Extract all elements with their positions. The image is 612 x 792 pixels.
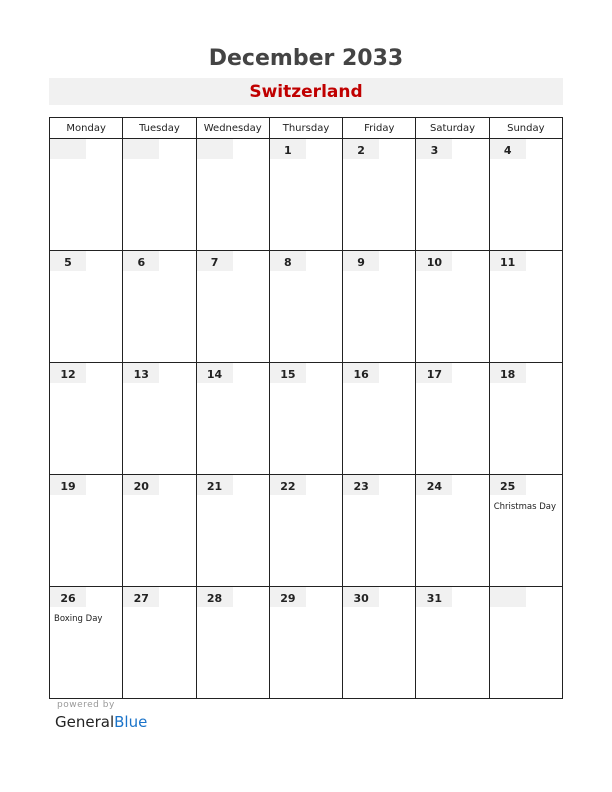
day-cell bbox=[489, 363, 562, 475]
week-row bbox=[50, 587, 563, 699]
day-cell bbox=[123, 587, 196, 699]
day-cell bbox=[50, 139, 123, 251]
day-cell bbox=[489, 251, 562, 363]
weekday-header: Monday bbox=[50, 118, 123, 139]
day-cell bbox=[269, 475, 342, 587]
brand-logo[interactable] bbox=[55, 713, 147, 731]
weekday-header: Friday bbox=[343, 118, 416, 139]
weekday-header: Saturday bbox=[416, 118, 489, 139]
day-cell bbox=[416, 363, 489, 475]
powered-by-text: powered by bbox=[57, 700, 115, 710]
day-number: 25 bbox=[500, 480, 516, 493]
holiday-label: Boxing Day bbox=[54, 614, 103, 624]
day-number: 14 bbox=[206, 368, 223, 381]
brand-general: General bbox=[55, 713, 115, 731]
day-cell bbox=[269, 587, 342, 699]
day-cell bbox=[50, 363, 123, 475]
day-cell bbox=[489, 587, 562, 699]
day-cell bbox=[196, 475, 269, 587]
week-row bbox=[50, 475, 563, 587]
day-number: 10 bbox=[426, 256, 443, 269]
day-cell bbox=[416, 139, 489, 251]
day-cell bbox=[196, 251, 269, 363]
day-number: 11 bbox=[500, 256, 516, 269]
day-number: 8 bbox=[284, 256, 292, 269]
day-number: 13 bbox=[133, 368, 149, 381]
day-cell bbox=[196, 139, 269, 251]
day-number: 22 bbox=[280, 480, 296, 493]
page-title: December 2033 bbox=[208, 46, 404, 71]
brand-blue: Blue bbox=[114, 713, 148, 731]
calendar-grid bbox=[49, 117, 563, 699]
day-number: 24 bbox=[426, 480, 443, 493]
country-banner bbox=[49, 78, 563, 105]
day-number: 19 bbox=[60, 480, 76, 493]
day-cell bbox=[416, 587, 489, 699]
day-number: 1 bbox=[284, 144, 292, 157]
day-number: 28 bbox=[206, 592, 223, 605]
weekday-header: Wednesday bbox=[196, 118, 269, 139]
day-number: 9 bbox=[357, 256, 365, 269]
week-row bbox=[50, 251, 563, 363]
week-row bbox=[50, 139, 563, 251]
day-number: 15 bbox=[280, 368, 296, 381]
day-cell bbox=[416, 251, 489, 363]
day-cell bbox=[269, 251, 342, 363]
day-number: 31 bbox=[426, 592, 443, 605]
day-number-box bbox=[490, 587, 526, 607]
day-number: 4 bbox=[503, 144, 512, 157]
day-cell bbox=[196, 363, 269, 475]
day-cell bbox=[196, 587, 269, 699]
day-cell bbox=[343, 139, 416, 251]
day-number: 29 bbox=[280, 592, 296, 605]
day-cell bbox=[343, 475, 416, 587]
day-number: 3 bbox=[430, 144, 439, 157]
day-number-box bbox=[197, 139, 233, 159]
day-cell bbox=[269, 139, 342, 251]
day-number: 6 bbox=[137, 256, 146, 269]
day-cell bbox=[50, 587, 123, 699]
week-row bbox=[50, 363, 563, 475]
day-number-box bbox=[50, 139, 86, 159]
day-number: 21 bbox=[206, 480, 223, 493]
day-cell bbox=[50, 251, 123, 363]
day-number: 20 bbox=[133, 480, 149, 493]
day-cell bbox=[123, 363, 196, 475]
day-cell bbox=[50, 475, 123, 587]
day-cell bbox=[489, 475, 562, 587]
day-number: 26 bbox=[60, 592, 76, 605]
day-number: 16 bbox=[353, 368, 369, 381]
day-cell bbox=[343, 251, 416, 363]
day-number-box bbox=[123, 139, 159, 159]
weekday-header: Sunday bbox=[489, 118, 562, 139]
day-number: 5 bbox=[64, 256, 72, 269]
day-cell bbox=[416, 475, 489, 587]
day-cell bbox=[123, 139, 196, 251]
weekday-header-row bbox=[50, 118, 563, 139]
day-cell bbox=[123, 475, 196, 587]
day-cell bbox=[489, 139, 562, 251]
holiday-label: Christmas Day bbox=[493, 502, 557, 512]
day-number: 30 bbox=[353, 592, 369, 605]
day-number: 17 bbox=[426, 368, 443, 381]
day-number: 23 bbox=[353, 480, 369, 493]
day-cell bbox=[123, 251, 196, 363]
weekday-header: Tuesday bbox=[123, 118, 196, 139]
country-name: Switzerland bbox=[249, 82, 363, 102]
day-cell bbox=[269, 363, 342, 475]
day-cell bbox=[343, 363, 416, 475]
day-cell bbox=[343, 587, 416, 699]
day-number: 27 bbox=[133, 592, 149, 605]
day-number: 7 bbox=[210, 256, 219, 269]
day-number: 2 bbox=[357, 144, 365, 157]
day-number: 18 bbox=[500, 368, 516, 381]
day-number: 12 bbox=[60, 368, 76, 381]
weekday-header: Thursday bbox=[269, 118, 342, 139]
